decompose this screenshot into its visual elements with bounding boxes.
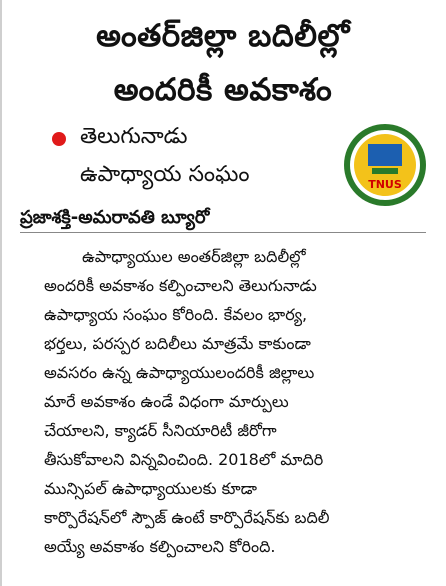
body-line: అందరికీ అవకాశం కల్పించాలని తెలుగునాడు: [44, 276, 317, 295]
article-body: [44, 242, 426, 561]
subheading-line-2: ఉపాధ్యాయ సంఘం: [80, 162, 250, 187]
logo-base: [372, 168, 398, 174]
byline-divider: [20, 232, 426, 233]
logo-text: TNUS: [368, 178, 402, 191]
body-line: కార్పొరేషన్‌లో స్పౌజ్ ఉంటే కార్పొరేషన్‌కు బదిలీ: [44, 508, 330, 527]
body-line: అవసరం ఉన్న ఉపాధ్యాయులందరికీ జిల్లాలు: [44, 363, 315, 382]
byline: ప్రజాశక్తి-అమరావతి బ్యూరో: [20, 207, 210, 228]
logo-emblem: [368, 144, 402, 166]
subheading-line-1: తెలుగునాడు: [80, 124, 188, 149]
body-line: మారే అవకాశం ఉండే విధంగా మార్పులు: [44, 392, 289, 411]
body-line: తీసుకోవాలని విన్నవించింది. 2018లో మాదిరి: [44, 450, 324, 469]
body-line: ఉపాధ్యాయ సంఘం కోరింది. కేవలం భార్య,: [44, 305, 308, 324]
headline-line-2: అందరికీ అవకాశం: [113, 72, 333, 108]
body-line: అయ్యే అవకాశం కల్పించాలని కోరింది.: [44, 537, 276, 556]
body-line: భర్తలు, పరస్పర బదిలీలు మాత్రమే కాకుండా: [44, 334, 311, 353]
bullet-dot-icon: [52, 132, 66, 146]
tnus-logo: [342, 122, 428, 208]
body-line: మున్సిపల్ ఉపాధ్యాయులకు కూడా: [44, 479, 257, 498]
body-line: చేయాలని, క్యాడర్ సీనియారిటీ జీరోగా: [44, 421, 277, 440]
headline-line-1: అంతర్‌జిల్లా బదిలీల్లో: [96, 18, 350, 54]
body-line: ఉపాధ్యాయుల అంతర్‌జిల్లా బదిలీల్లో: [82, 247, 306, 266]
